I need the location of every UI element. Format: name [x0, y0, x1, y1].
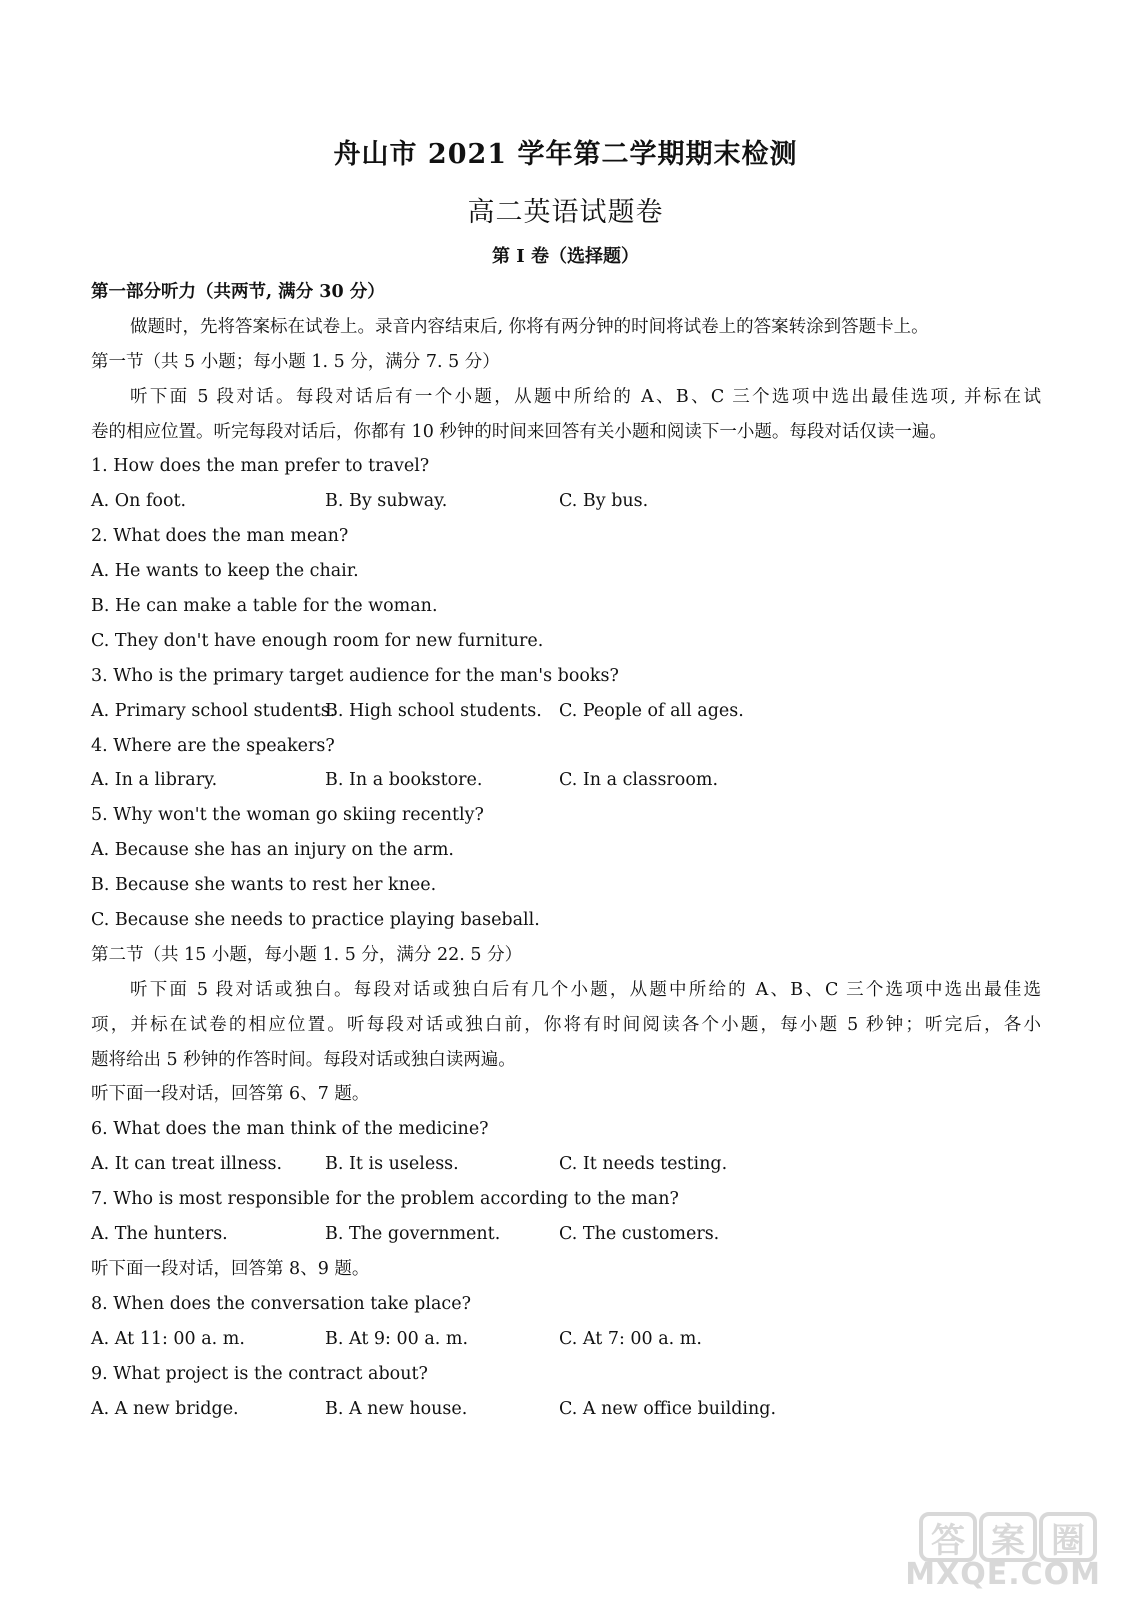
question-stem: 2. What does the man mean?: [91, 526, 349, 547]
watermark-chars: [919, 1512, 1097, 1562]
question-stem: 3. Who is the primary target audience for the man's books?: [91, 665, 619, 686]
section2-instruction-line2: 项，并标在试卷的相应位置。听每段对话或独白前，你将有时间阅读各个小题，每小题 5 秒钟；听完后，各小: [91, 1014, 1041, 1035]
question-options: [91, 484, 1041, 519]
question-stem: 8. When does the conversation take place?: [91, 1293, 471, 1314]
option-c: C. Because she needs to practice playing baseball.: [91, 910, 540, 931]
question-options: [91, 763, 1041, 798]
section1-heading: 第一节（共 5 小题；每小题 1. 5 分，满分 7. 5 分）: [91, 351, 500, 372]
question-options: [91, 1147, 1041, 1182]
option-c: C. They don't have enough room for new furniture.: [91, 630, 544, 651]
group-intro: 听下面一段对话，回答第 8、9 题。: [91, 1258, 370, 1279]
watermark-url: MXQE.COM: [905, 1557, 1101, 1592]
watermark-char: 答: [919, 1512, 977, 1562]
option-c: C. The customers.: [559, 1224, 720, 1245]
option-b: B. The government.: [325, 1224, 501, 1245]
option-c: C. People of all ages.: [559, 700, 744, 721]
option-a: A. On foot.: [91, 491, 187, 512]
volume-heading: 第 I 卷（选择题）: [492, 246, 639, 267]
option-a: A. It can treat illness.: [91, 1154, 283, 1175]
question-stem: 7. Who is most responsible for the problem according to the man?: [91, 1189, 679, 1210]
option-b: B. High school students.: [325, 700, 542, 721]
question-stem: 6. What does the man think of the medicine?: [91, 1119, 489, 1140]
question-stem: 1. How does the man prefer to travel?: [91, 456, 430, 477]
question-options: [91, 1322, 1041, 1357]
exam-subtitle: 高二英语试题卷: [467, 197, 664, 228]
option-b: B. By subway.: [325, 491, 448, 512]
section2-heading: 第二节（共 15 小题，每小题 1. 5 分，满分 22. 5 分）: [91, 944, 523, 965]
option-a: A. At 11: 00 a. m.: [91, 1328, 245, 1349]
question-options: [91, 1392, 1041, 1427]
option-a: A. Primary school students.: [91, 700, 336, 721]
question-stem: 5. Why won't the woman go skiing recently?: [91, 805, 484, 826]
watermark-char: 圈: [1039, 1512, 1097, 1562]
group-intro: 听下面一段对话，回答第 6、7 题。: [91, 1084, 370, 1105]
exam-title: 舟山市 2021 学年第二学期期末检测: [333, 139, 798, 170]
question-stem: 4. Where are the speakers?: [91, 735, 335, 756]
option-a: A. A new bridge.: [91, 1398, 239, 1419]
option-b: B. A new house.: [325, 1398, 468, 1419]
option-c: C. A new office building.: [559, 1398, 777, 1419]
question-options: [91, 694, 1041, 729]
option-b: B. Because she wants to rest her knee.: [91, 875, 437, 896]
exam-body: [91, 275, 1041, 1426]
option-c: C. In a classroom.: [559, 770, 719, 791]
question-options: [91, 1217, 1041, 1252]
watermark-logo: [905, 1512, 1111, 1592]
option-b: B. He can make a table for the woman.: [91, 596, 438, 617]
section2-instruction-line3: 题将给出 5 秒钟的作答时间。每段对话或独白读两遍。: [91, 1049, 516, 1070]
watermark-char: 案: [979, 1512, 1037, 1562]
option-a: A. Because she has an injury on the arm.: [91, 840, 454, 861]
section1-instruction-line1: 听下面 5 段对话。每段对话后有一个小题，从题中所给的 A、B、C 三个选项中选出最佳选项, 并标在试: [130, 386, 1041, 407]
part1-instruction: 做题时，先将答案标在试卷上。录音内容结束后, 你将有两分钟的时间将试卷上的答案转涂到答题卡上。: [130, 316, 929, 337]
option-c: C. It needs testing.: [559, 1154, 728, 1175]
option-b: B. It is useless.: [325, 1154, 459, 1175]
option-a: A. The hunters.: [91, 1224, 228, 1245]
option-c: C. At 7: 00 a. m.: [559, 1328, 702, 1349]
option-a: A. In a library.: [91, 770, 218, 791]
option-b: B. At 9: 00 a. m.: [325, 1328, 469, 1349]
option-a: A. He wants to keep the chair.: [91, 561, 359, 582]
question-stem: 9. What project is the contract about?: [91, 1363, 428, 1384]
part1-heading: 第一部分听力（共两节, 满分 30 分）: [91, 282, 385, 302]
section1-instruction-line2: 卷的相应位置。听完每段对话后，你都有 10 秒钟的时间来回答有关小题和阅读下一小题。每段对话仅读一遍。: [91, 421, 947, 442]
option-c: C. By bus.: [559, 491, 649, 512]
option-b: B. In a bookstore.: [325, 770, 483, 791]
section2-instruction-line1: 听下面 5 段对话或独白。每段对话或独白后有几个小题，从题中所给的 A、B、C 三个选项中选出最佳选: [130, 979, 1041, 1000]
